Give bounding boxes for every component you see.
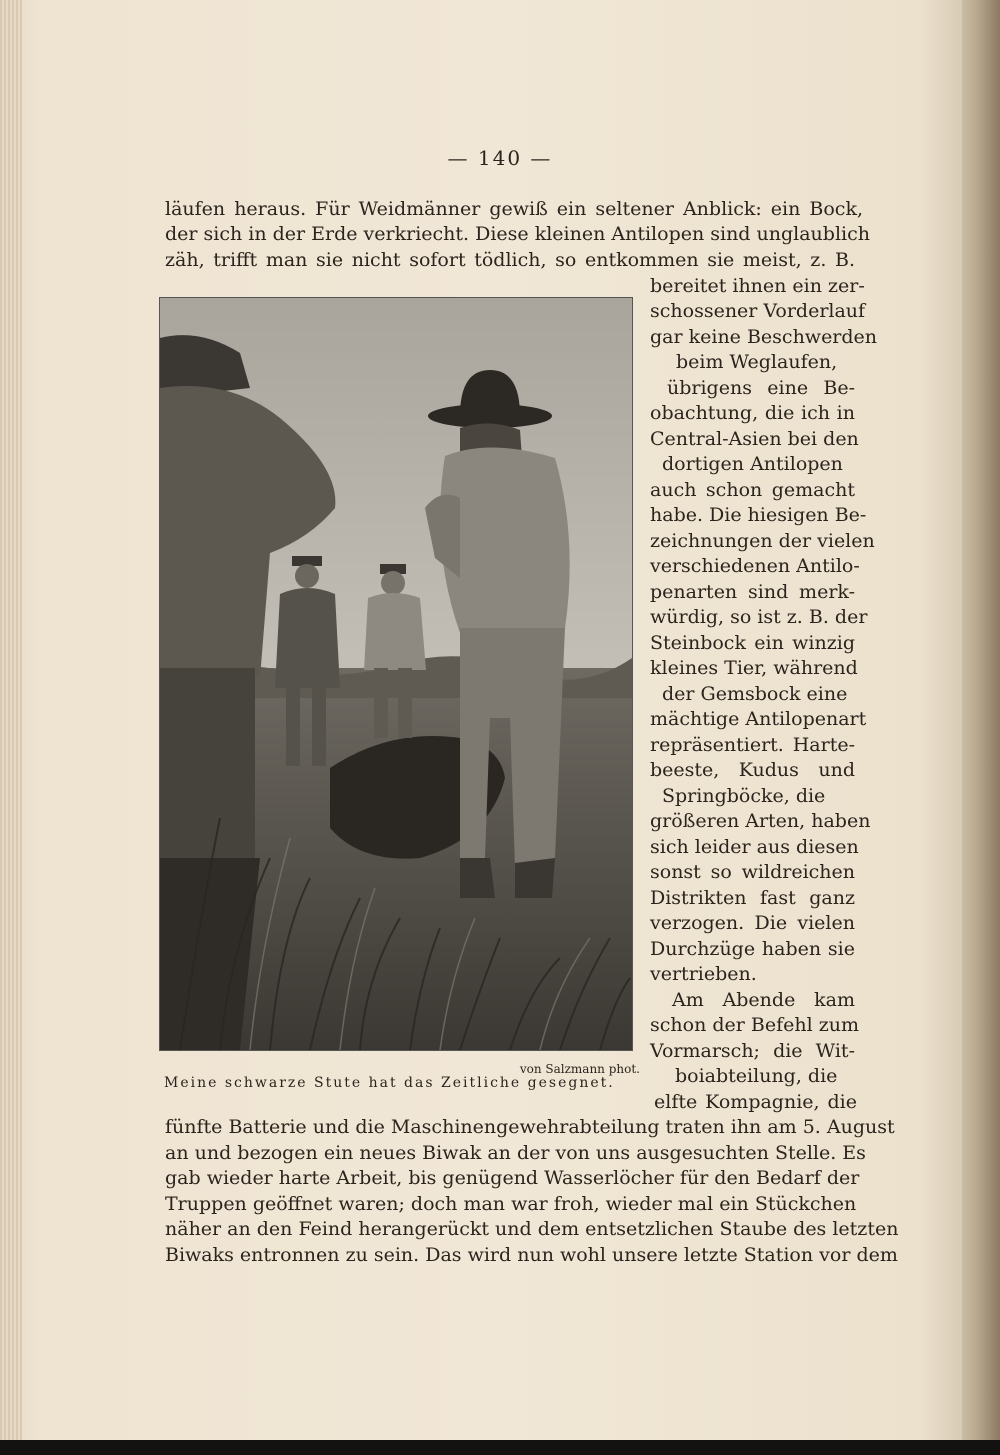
text-line-bottom-5: näher an den Feind herangerückt und dem entsetzlichen Staube des letzten bbox=[165, 1218, 899, 1240]
text-line-side: Distrikten fast ganz bbox=[650, 887, 855, 909]
text-line-top-1: läufen heraus. Für Weidmänner gewiß ein seltener Anblick: ein Bock, bbox=[165, 198, 863, 220]
text-line-top-2: der sich in der Erde verkriecht. Diese kleinen Antilopen sind unglaublich bbox=[165, 223, 870, 245]
text-line-side: sonst so wildreichen bbox=[650, 861, 855, 883]
text-line-top-3: zäh, trifft man sie nicht sofort tödlich, so entkommen sie meist, z. B. bbox=[165, 249, 855, 271]
text-line-side: habe. Die hiesigen Be- bbox=[650, 504, 867, 526]
page-stack-left-edge bbox=[0, 0, 22, 1440]
text-line-side: schossener Vorderlauf bbox=[650, 300, 866, 322]
text-line-side: übrigens eine Be- bbox=[667, 377, 855, 399]
text-line-side: Durchzüge haben sie bbox=[650, 938, 855, 960]
scan-bottom-border bbox=[0, 1440, 1000, 1455]
text-line-side: verschiedenen Antilo- bbox=[650, 555, 860, 577]
text-line-side: verzogen. Die vielen bbox=[650, 912, 855, 934]
text-line-side: mächtige Antilopenart bbox=[650, 708, 867, 730]
text-line-side: zeichnungen der vielen bbox=[650, 530, 875, 552]
text-line-side: beim Weglaufen, bbox=[676, 351, 838, 373]
text-line-side: der Gemsbock eine bbox=[662, 683, 848, 705]
text-line-side: würdig, so ist z. B. der bbox=[650, 606, 868, 628]
text-line-side: bereitet ihnen ein zer- bbox=[650, 275, 865, 297]
text-line-side: kleines Tier, während bbox=[650, 657, 858, 679]
photo-caption: Meine schwarze Stute hat das Zeitliche gesegnet. bbox=[164, 1075, 615, 1091]
text-line-side: boiabteilung, die bbox=[675, 1065, 838, 1087]
text-line-side: gar keine Beschwerden bbox=[650, 326, 878, 348]
text-line-bottom-1: fünfte Batterie und die Maschinengewehrabteilung traten ihn am 5. August bbox=[165, 1116, 895, 1138]
text-line-side: Vormarsch; die Wit- bbox=[650, 1040, 855, 1062]
text-line-bottom-3: gab wieder harte Arbeit, bis genügend Wasserlöcher für den Bedarf der bbox=[165, 1167, 860, 1189]
text-line-side: elfte Kompagnie, die bbox=[654, 1091, 857, 1113]
book-cover-right-edge bbox=[962, 0, 1000, 1440]
text-line-bottom-6: Biwaks entronnen zu sein. Das wird nun wohl unsere letzte Station vor dem bbox=[165, 1244, 898, 1266]
text-line-side: sich leider aus diesen bbox=[650, 836, 859, 858]
text-line-side: obachtung, die ich in bbox=[650, 402, 855, 424]
photo-credit: von Salzmann phot. bbox=[519, 1062, 640, 1076]
text-line-bottom-4: Truppen geöffnet waren; doch man war froh, wieder mal ein Stückchen bbox=[165, 1193, 857, 1215]
text-line-side: Central-Asien bei den bbox=[650, 428, 859, 450]
page-number: — 140 — bbox=[447, 146, 553, 170]
text-line-side: schon der Befehl zum bbox=[650, 1014, 859, 1036]
text-line-side: penarten sind merk- bbox=[650, 581, 855, 603]
text-line-side: größeren Arten, haben bbox=[650, 810, 871, 832]
text-line-side: Am Abende kam bbox=[672, 989, 855, 1011]
text-line-side: dortigen Antilopen bbox=[662, 453, 843, 475]
text-line-side: beeste, Kudus und bbox=[650, 759, 855, 781]
photograph-soldiers-with-dead-horse bbox=[159, 297, 633, 1051]
text-line-bottom-2: an und bezogen ein neues Biwak an der von uns ausgesuchten Stelle. Es bbox=[165, 1142, 866, 1164]
text-line-side: vertrieben. bbox=[650, 963, 757, 985]
text-line-side: repräsentiert. Harte- bbox=[650, 734, 855, 756]
text-line-side: auch schon gemacht bbox=[650, 479, 855, 501]
text-line-side: Springböcke, die bbox=[662, 785, 826, 807]
text-line-side: Steinbock ein winzig bbox=[650, 632, 855, 654]
